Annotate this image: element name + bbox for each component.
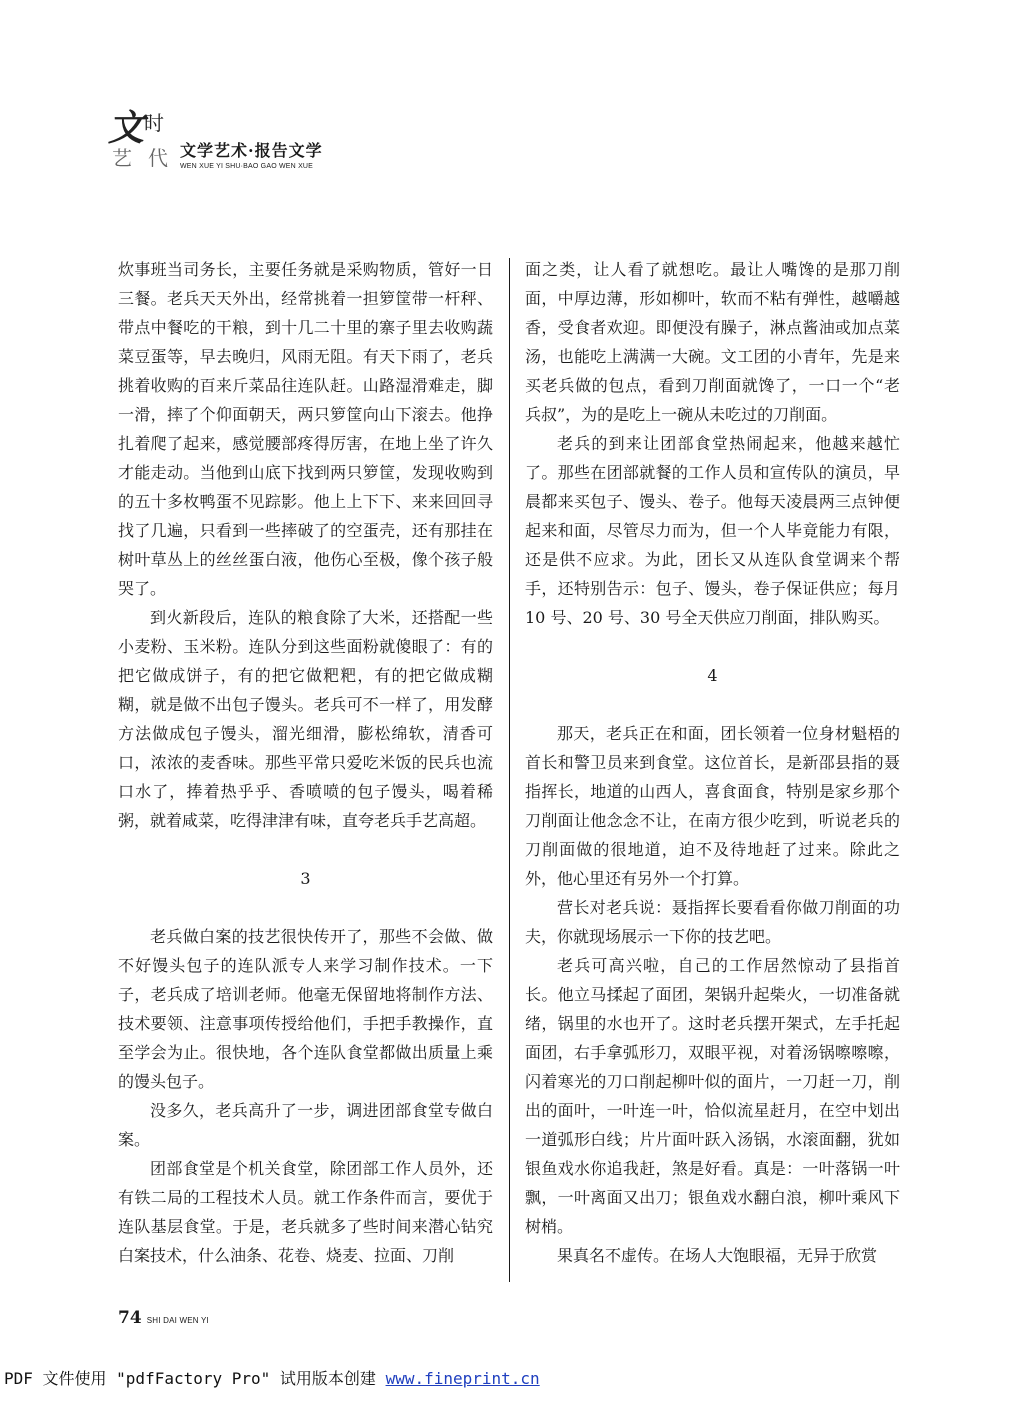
paragraph: 面之类，让人看了就想吃。最让人嘴馋的是那刀削面，中厚边薄，形如柳叶，软而不粘有弹性，越嚼越香，受食者欢迎。即便没有臊子，淋点酱油或加点菜汤，也能吃上满满一大碗。文工团的小青年，先是来买老兵做的包点，看到刀削面就馋了，一口一个“老兵叔”，为的是吃上一碗从未吃过的刀削面。	[525, 260, 900, 424]
logo-char-yi: 艺	[112, 146, 132, 170]
logo-char-shi: 时	[144, 111, 164, 135]
page-number: 74	[118, 1308, 142, 1328]
paragraph: 果真名不虚传。在场人大饱眼福，无异于欣赏	[557, 1246, 878, 1265]
paragraph: 团部食堂是个机关食堂，除团部工作人员外，还有铁二局的工程技术人员。就工作条件而言，要优于连队基层食堂。于是，老兵就多了些时间来潜心钻究白案技术，什么油条、花卷、烧麦、拉面、刀削	[118, 1159, 493, 1265]
paragraph: 老兵的到来让团部食堂热闹起来，他越来越忙了。那些在团部就餐的工作人员和宣传队的演员，早晨都来买包子、馒头、卷子。他每天凌晨两三点钟便起来和面，尽管尽力而为，但一个人毕竟能力有限，还是供不应求。为此，团长又从连队食堂调来个帮手，还特别告示：包子、馒头，卷子保证供应；每月 10 号、20 号、30 号全天供应刀削面，排队购买。	[525, 434, 900, 627]
paragraph: 老兵做白案的技艺很快传开了，那些不会做、做不好馒头包子的连队派专人来学习制作技术。一下子，老兵成了培训老师。他毫无保留地将制作方法、技术要领、注意事项传授给他们，手把手教操作，直至学会为止。很快地，各个连队食堂都做出质量上乘的馒头包子。	[118, 927, 493, 1091]
pdf-watermark	[4, 1366, 540, 1389]
paragraph: 老兵可高兴啦，自己的工作居然惊动了县指首长。他立马揉起了面团，架锅升起柴火，一切准备就绪，锅里的水也开了。这时老兵摆开架式，左手托起面团，右手拿弧形刀，双眼平视，对着汤锅嚓嚓嚓，闪着寒光的刀口削起柳叶似的面片，一刀赶一刀，削出的面叶，一叶连一叶，恰似流星赶月，在空中划出一道弧形白线；片片面叶跃入汤锅，水滚面翻，犹如银鱼戏水你追我赶，煞是好看。真是：一叶落锅一叶飘，一叶离面又出刀；银鱼戏水翻白浪，柳叶乘风下树梢。	[525, 956, 900, 1236]
logo-char-dai: 代	[148, 146, 168, 170]
watermark-text: PDF 文件使用 "pdfFactory Pro" 试用版本创建	[4, 1369, 386, 1388]
magazine-logo	[108, 107, 178, 172]
paragraph: 营长对老兵说：聂指挥长要看看你做刀削面的功夫，你就现场展示一下你的技艺吧。	[525, 898, 900, 946]
paragraph: 到火新段后，连队的粮食除了大米，还搭配一些小麦粉、玉米粉。连队分到这些面粉就傻眼了：有的把它做成饼子，有的把它做粑粑，有的把它做成糊糊，就是做不出包子馒头。老兵可不一样了，用发酵方法做成包子馒头，溜光细滑，膨松绵软，清香可口，浓浓的麦香味。那些平常只爱吃米饭的民兵也流口水了，捧着热乎乎、香喷喷的包子馒头，喝着稀粥，就着咸菜，吃得津津有味，直夸老兵手艺高超。	[118, 608, 493, 830]
section-number: 3	[300, 869, 311, 888]
section-title-pinyin: WEN XUE YI SHU·BAO GAO WEN XUE	[180, 163, 314, 170]
section-number: 4	[707, 666, 718, 685]
section-header	[180, 141, 323, 171]
logo-char-wen: 文	[108, 107, 145, 149]
paragraph: 炊事班当司务长，主要任务就是采购物质，管好一日三餐。老兵天天外出，经常挑着一担箩筐带一杆秤、带点中餐吃的干粮，到十几二十里的寨子里去收购蔬菜豆蛋等，早去晚归，风雨无阻。有天下雨了，老兵挑着收购的百来斤菜品往连队赶。山路湿滑难走，脚一滑，摔了个仰面朝天，两只箩筐向山下滚去。他挣扎着爬了起来，感觉腰部疼得厉害，在地上坐了许久才能走动。当他到山底下找到两只箩筐，发现收购到的五十多枚鸭蛋不见踪影。他上上下下、来来回回寻找了几遍，只看到一些摔破了的空蛋壳，还有那挂在树叶草丛上的丝丝蛋白液，他伤心至极，像个孩子般哭了。	[118, 260, 493, 598]
paragraph: 没多久，老兵高升了一步，调进团部食堂专做白案。	[118, 1101, 493, 1149]
right-column	[525, 255, 900, 1270]
column-divider	[509, 258, 510, 1282]
paragraph: 那天，老兵正在和面，团长领着一位身材魁梧的首长和警卫员来到食堂。这位首长，是新邵县指的聂指挥长，地道的山西人，喜食面食，特别是家乡那个刀削面让他念念不让，在南方很少吃到，听说老兵的刀削面做的很地道，迫不及待地赶了过来。除此之外，他心里还有另外一个打算。	[525, 724, 900, 888]
left-column	[118, 255, 493, 1270]
page-footer	[118, 1308, 209, 1328]
magazine-name: SHI DAI WEN YI	[146, 1316, 209, 1325]
watermark-link[interactable]: www.fineprint.cn	[385, 1369, 540, 1388]
section-title: 文学艺术·报告文学	[180, 141, 323, 160]
